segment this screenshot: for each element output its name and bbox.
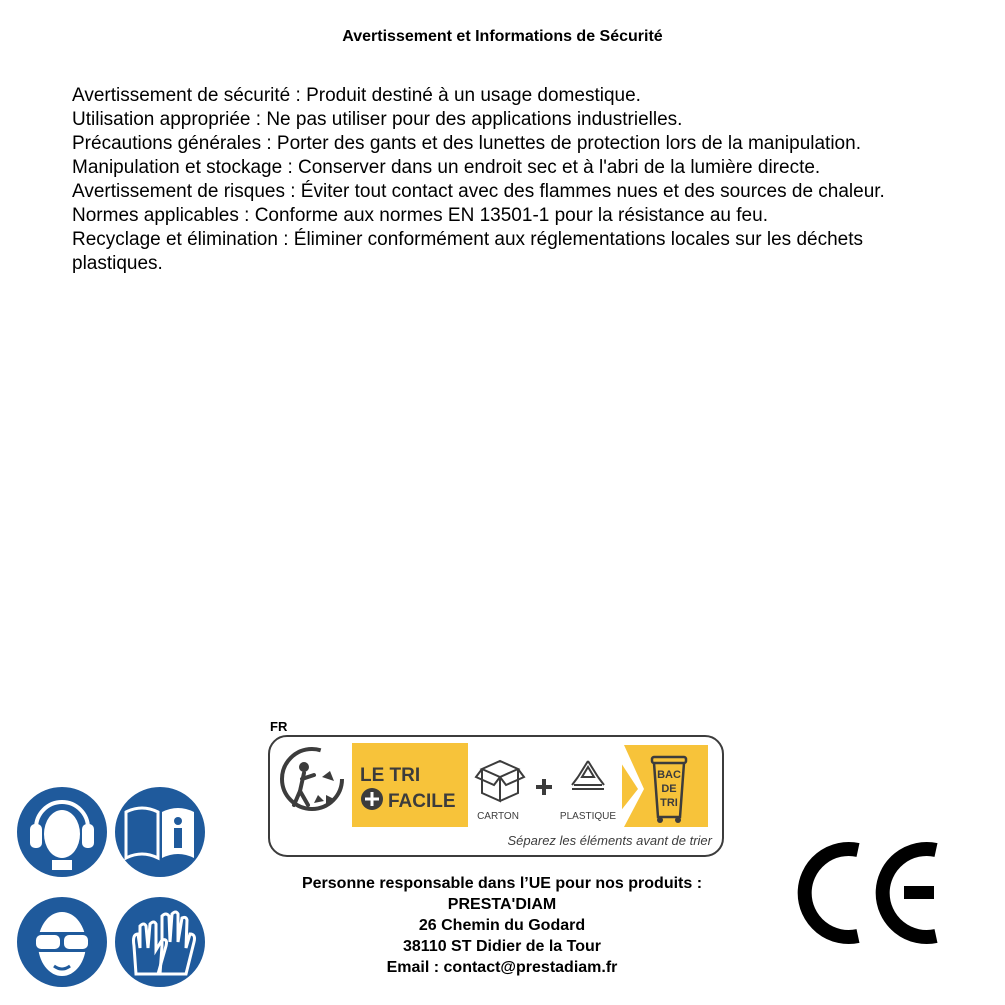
safety-line: Normes applicables : Conforme aux normes EN 13501-1 pour la résistance au feu.: [72, 205, 768, 226]
gloves-icon: [112, 894, 208, 990]
ear-protection-icon: [14, 784, 110, 880]
responsible-line1: Personne responsable dans l’UE pour nos produits :: [301, 875, 703, 892]
triman-recycling-label: [268, 735, 724, 857]
bin-label-2: DE: [661, 783, 677, 795]
safety-line: Précautions générales : Porter des gants et des lunettes de protection lors de la manipulation.: [72, 133, 861, 154]
triman-footer: Séparez les éléments avant de trier: [507, 833, 712, 848]
triman-item2: PLASTIQUE: [559, 811, 617, 822]
country-label: FR: [270, 719, 288, 734]
safety-line: Utilisation appropriée : Ne pas utiliser pour des applications industrielles.: [72, 109, 683, 130]
triman-line2: FACILE: [388, 791, 456, 812]
ce-mark-label: CE: [796, 840, 798, 841]
address-street: 26 Chemin du Godard: [418, 917, 586, 934]
safety-text: [72, 84, 952, 276]
eye-protection-icon: [14, 894, 110, 990]
address-city: 38110 ST Didier de la Tour: [403, 938, 601, 955]
responsible-person: [230, 873, 774, 978]
triman-item1: CARTON: [477, 811, 519, 822]
safety-line: Recyclage et élimination : Éliminer conformément aux réglementations locales sur les déchets plastiques.: [72, 229, 863, 274]
page-title: Avertissement et Informations de Sécurité: [342, 28, 663, 45]
safety-line: Avertissement de risques : Éviter tout contact avec des flammes nues et des sources de chaleur.: [72, 181, 885, 202]
contact-email: Email : contact@prestadiam.fr: [386, 959, 618, 976]
triman-line1: LE TRI: [360, 765, 421, 786]
bin-label-3: TRI: [660, 797, 678, 809]
company-name: PRESTA'DIAM: [447, 896, 557, 913]
bin-label-1: BAC: [657, 769, 681, 781]
read-manual-icon: [112, 784, 208, 880]
safety-line: Avertissement de sécurité : Produit destiné à un usage domestique.: [72, 85, 641, 106]
safety-pictograms: [14, 784, 214, 994]
ce-mark-icon: [796, 840, 941, 946]
safety-line: Manipulation et stockage : Conserver dans un endroit sec et à l'abri de la lumière directe.: [72, 157, 821, 178]
